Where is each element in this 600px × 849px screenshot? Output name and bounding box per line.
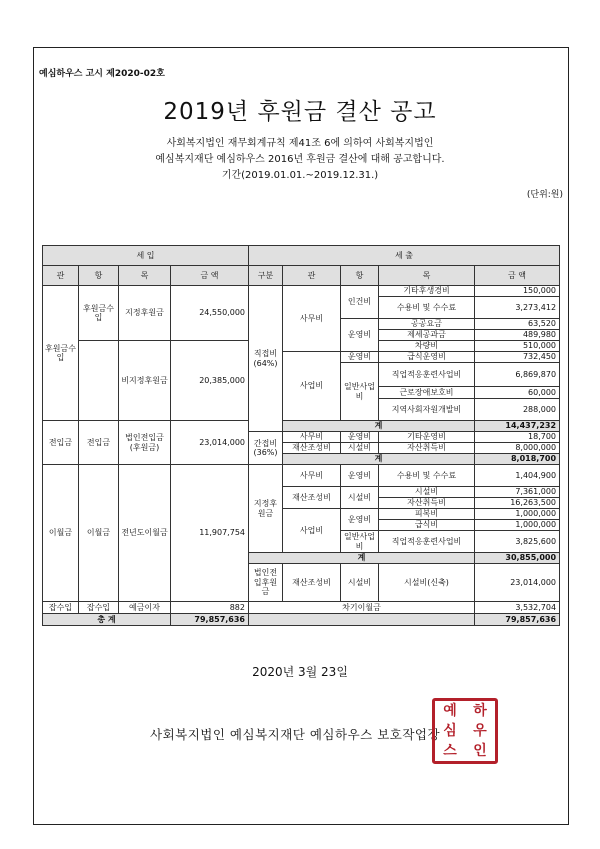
expense-amount: 16,263,500 bbox=[475, 498, 560, 509]
expense-mok: 피복비 bbox=[379, 509, 475, 520]
income-amount-carryover: 11,907,754 bbox=[171, 465, 249, 602]
expense-gwan: 재산조성비 bbox=[283, 443, 341, 454]
col-amount-2: 금 액 bbox=[475, 266, 560, 286]
col-hang: 항 bbox=[79, 266, 119, 286]
table-total-row bbox=[43, 614, 560, 626]
income-amount-undesignated: 20,385,000 bbox=[171, 341, 249, 421]
expense-amount: 150,000 bbox=[475, 286, 560, 297]
income-hang-misc: 잡수입 bbox=[79, 602, 119, 614]
col-gwan-2: 관 bbox=[283, 266, 341, 286]
expense-hang-labor: 인건비 bbox=[341, 286, 379, 319]
expense-mok: 근로장애보호비 bbox=[379, 387, 475, 399]
expense-amount: 1,000,000 bbox=[475, 520, 560, 531]
subtotal-indirect-label: 계 bbox=[283, 454, 475, 465]
income-mok-designated: 지정후원금 bbox=[119, 286, 171, 341]
page-title: 2019년 후원금 결산 공고 bbox=[163, 99, 437, 125]
expense-hang-operation: 운영비 bbox=[341, 319, 379, 352]
expense-hang: 운영비 bbox=[341, 509, 379, 531]
income-gwan-misc: 잡수입 bbox=[43, 602, 79, 614]
income-hang-blank bbox=[79, 341, 119, 421]
expense-amount: 63,520 bbox=[475, 319, 560, 330]
expense-mok: 수용비 및 수수료 bbox=[379, 465, 475, 487]
expense-mok: 지역사회자원개발비 bbox=[379, 399, 475, 421]
expense-amount: 7,361,000 bbox=[475, 487, 560, 498]
expense-hang-facility: 시설비 bbox=[341, 487, 379, 509]
expense-hang: 일반사업비 bbox=[341, 531, 379, 553]
col-mok: 목 bbox=[119, 266, 171, 286]
table-column-header bbox=[43, 266, 560, 286]
subtotal-designated-label: 계 bbox=[249, 553, 475, 564]
expense-gwan-office: 사무비 bbox=[283, 286, 341, 352]
income-mok-interest: 예금이자 bbox=[119, 602, 171, 614]
organization-name: 사회복지법인 예심복지재단 예심하우스 보호작업장 bbox=[150, 727, 441, 742]
announce-date: 2020년 3월 23일 bbox=[252, 665, 348, 679]
expense-total: 79,857,636 bbox=[475, 614, 560, 626]
intro-text bbox=[0, 136, 600, 184]
expense-amount: 60,000 bbox=[475, 387, 560, 399]
expense-header: 세 출 bbox=[249, 246, 560, 266]
expense-direct: 직접비(64%) bbox=[249, 286, 283, 432]
expense-mok: 자산취득비 bbox=[379, 443, 475, 454]
col-gubun: 구분 bbox=[249, 266, 283, 286]
expense-mok: 공공요금 bbox=[379, 319, 475, 330]
expense-mok: 차량비 bbox=[379, 341, 475, 352]
expense-amount: 510,000 bbox=[475, 341, 560, 352]
expense-mok: 제세공과금 bbox=[379, 330, 475, 341]
income-amount-designated: 24,550,000 bbox=[171, 286, 249, 341]
intro-line-2: 예심복지재단 예심하우스 2016년 후원금 결산에 대해 공고합니다. bbox=[155, 154, 445, 165]
expense-amount: 288,000 bbox=[475, 399, 560, 421]
income-amount-interest: 882 bbox=[171, 602, 249, 614]
official-seal-icon bbox=[432, 698, 498, 764]
expense-amount: 732,450 bbox=[475, 352, 560, 363]
col-mok-2: 목 bbox=[379, 266, 475, 286]
expense-mok: 급식운영비 bbox=[379, 352, 475, 363]
expense-amount: 489,980 bbox=[475, 330, 560, 341]
income-gwan-donation: 후원금수입 bbox=[43, 286, 79, 421]
seal-char: 스 bbox=[443, 743, 457, 759]
expense-hang: 운영비 bbox=[341, 432, 379, 443]
expense-amount: 3,825,600 bbox=[475, 531, 560, 553]
col-amount: 금 액 bbox=[171, 266, 249, 286]
table-section-header bbox=[43, 246, 560, 266]
expense-indirect: 간접비(36%) bbox=[249, 432, 283, 465]
income-hang-transfer: 전입금 bbox=[79, 421, 119, 465]
carryover-next-label: 차기이월금 bbox=[249, 602, 475, 614]
expense-amount: 6,869,870 bbox=[475, 363, 560, 387]
expense-gwan-project: 사업비 bbox=[283, 352, 341, 421]
expense-hang: 시설비 bbox=[341, 564, 379, 602]
expense-corp: 법인전입후원금 bbox=[249, 564, 283, 602]
expense-mok: 기타후생경비 bbox=[379, 286, 475, 297]
expense-gwan: 사무비 bbox=[283, 432, 341, 443]
expense-hang: 운영비 bbox=[341, 465, 379, 487]
income-amount-corp-transfer: 23,014,000 bbox=[171, 421, 249, 465]
table-row bbox=[43, 465, 560, 487]
seal-char: 하 bbox=[473, 703, 487, 719]
seal-char: 예 bbox=[443, 703, 457, 719]
seal-char: 우 bbox=[473, 723, 487, 739]
expense-hang: 운영비 bbox=[341, 352, 379, 363]
income-gwan-carryover: 이월금 bbox=[43, 465, 79, 602]
expense-mok: 직업적응훈련사업비 bbox=[379, 531, 475, 553]
col-gwan: 관 bbox=[43, 266, 79, 286]
col-hang-2: 항 bbox=[341, 266, 379, 286]
subtotal-direct-label: 계 bbox=[283, 421, 475, 432]
expense-gwan-project-2: 사업비 bbox=[283, 509, 341, 553]
expense-designated: 지정후원금 bbox=[249, 465, 283, 553]
income-hang-carryover: 이월금 bbox=[79, 465, 119, 602]
intro-period: 기간(2019.01.01.~2019.12.31.) bbox=[221, 170, 379, 181]
seal-char: 심 bbox=[443, 723, 457, 739]
expense-hang: 시설비 bbox=[341, 443, 379, 454]
expense-amount: 1,404,900 bbox=[475, 465, 560, 487]
expense-amount: 23,014,000 bbox=[475, 564, 560, 602]
income-header: 세 입 bbox=[43, 246, 249, 266]
expense-mok: 시설비 bbox=[379, 487, 475, 498]
expense-mok: 시설비(신축) bbox=[379, 564, 475, 602]
intro-line-1: 사회복지법인 재무회계규칙 제41조 6에 의하여 사회복지법인 bbox=[166, 138, 434, 149]
carryover-next: 3,532,704 bbox=[475, 602, 560, 614]
subtotal-direct: 14,437,232 bbox=[475, 421, 560, 432]
expense-amount: 1,000,000 bbox=[475, 509, 560, 520]
table-row bbox=[43, 421, 560, 432]
expense-amount: 3,273,412 bbox=[475, 297, 560, 319]
expense-gwan: 사무비 bbox=[283, 465, 341, 487]
income-mok-corp-transfer: 법인전입금(후원금) bbox=[119, 421, 171, 465]
expense-mok: 급식비 bbox=[379, 520, 475, 531]
subtotal-indirect: 8,018,700 bbox=[475, 454, 560, 465]
unit-label: (단위:원) bbox=[526, 190, 563, 200]
expense-mok: 수용비 및 수수료 bbox=[379, 297, 475, 319]
income-total: 79,857,636 bbox=[171, 614, 249, 626]
seal-char: 인 bbox=[473, 743, 487, 759]
notice-number: 예심하우스 고시 제2020-02호 bbox=[39, 69, 165, 79]
budget-table bbox=[42, 245, 560, 626]
expense-gwan: 재산조성비 bbox=[283, 564, 341, 602]
income-hang-donation: 후원금수입 bbox=[79, 286, 119, 341]
table-row bbox=[43, 602, 560, 614]
expense-mok: 직업적응훈련사업비 bbox=[379, 363, 475, 387]
subtotal-designated: 30,855,000 bbox=[475, 553, 560, 564]
income-mok-undesignated: 비지정후원금 bbox=[119, 341, 171, 421]
expense-amount: 8,000,000 bbox=[475, 443, 560, 454]
income-mok-prev-carryover: 전년도이월금 bbox=[119, 465, 171, 602]
expense-amount: 18,700 bbox=[475, 432, 560, 443]
expense-gwan-asset: 재산조성비 bbox=[283, 487, 341, 509]
expense-total-label bbox=[249, 614, 475, 626]
expense-mok: 자산취득비 bbox=[379, 498, 475, 509]
income-total-label: 총 계 bbox=[43, 614, 171, 626]
expense-hang-general-project: 일반사업비 bbox=[341, 363, 379, 421]
table-row bbox=[43, 286, 560, 297]
expense-mok: 기타운영비 bbox=[379, 432, 475, 443]
income-gwan-transfer: 전입금 bbox=[43, 421, 79, 465]
